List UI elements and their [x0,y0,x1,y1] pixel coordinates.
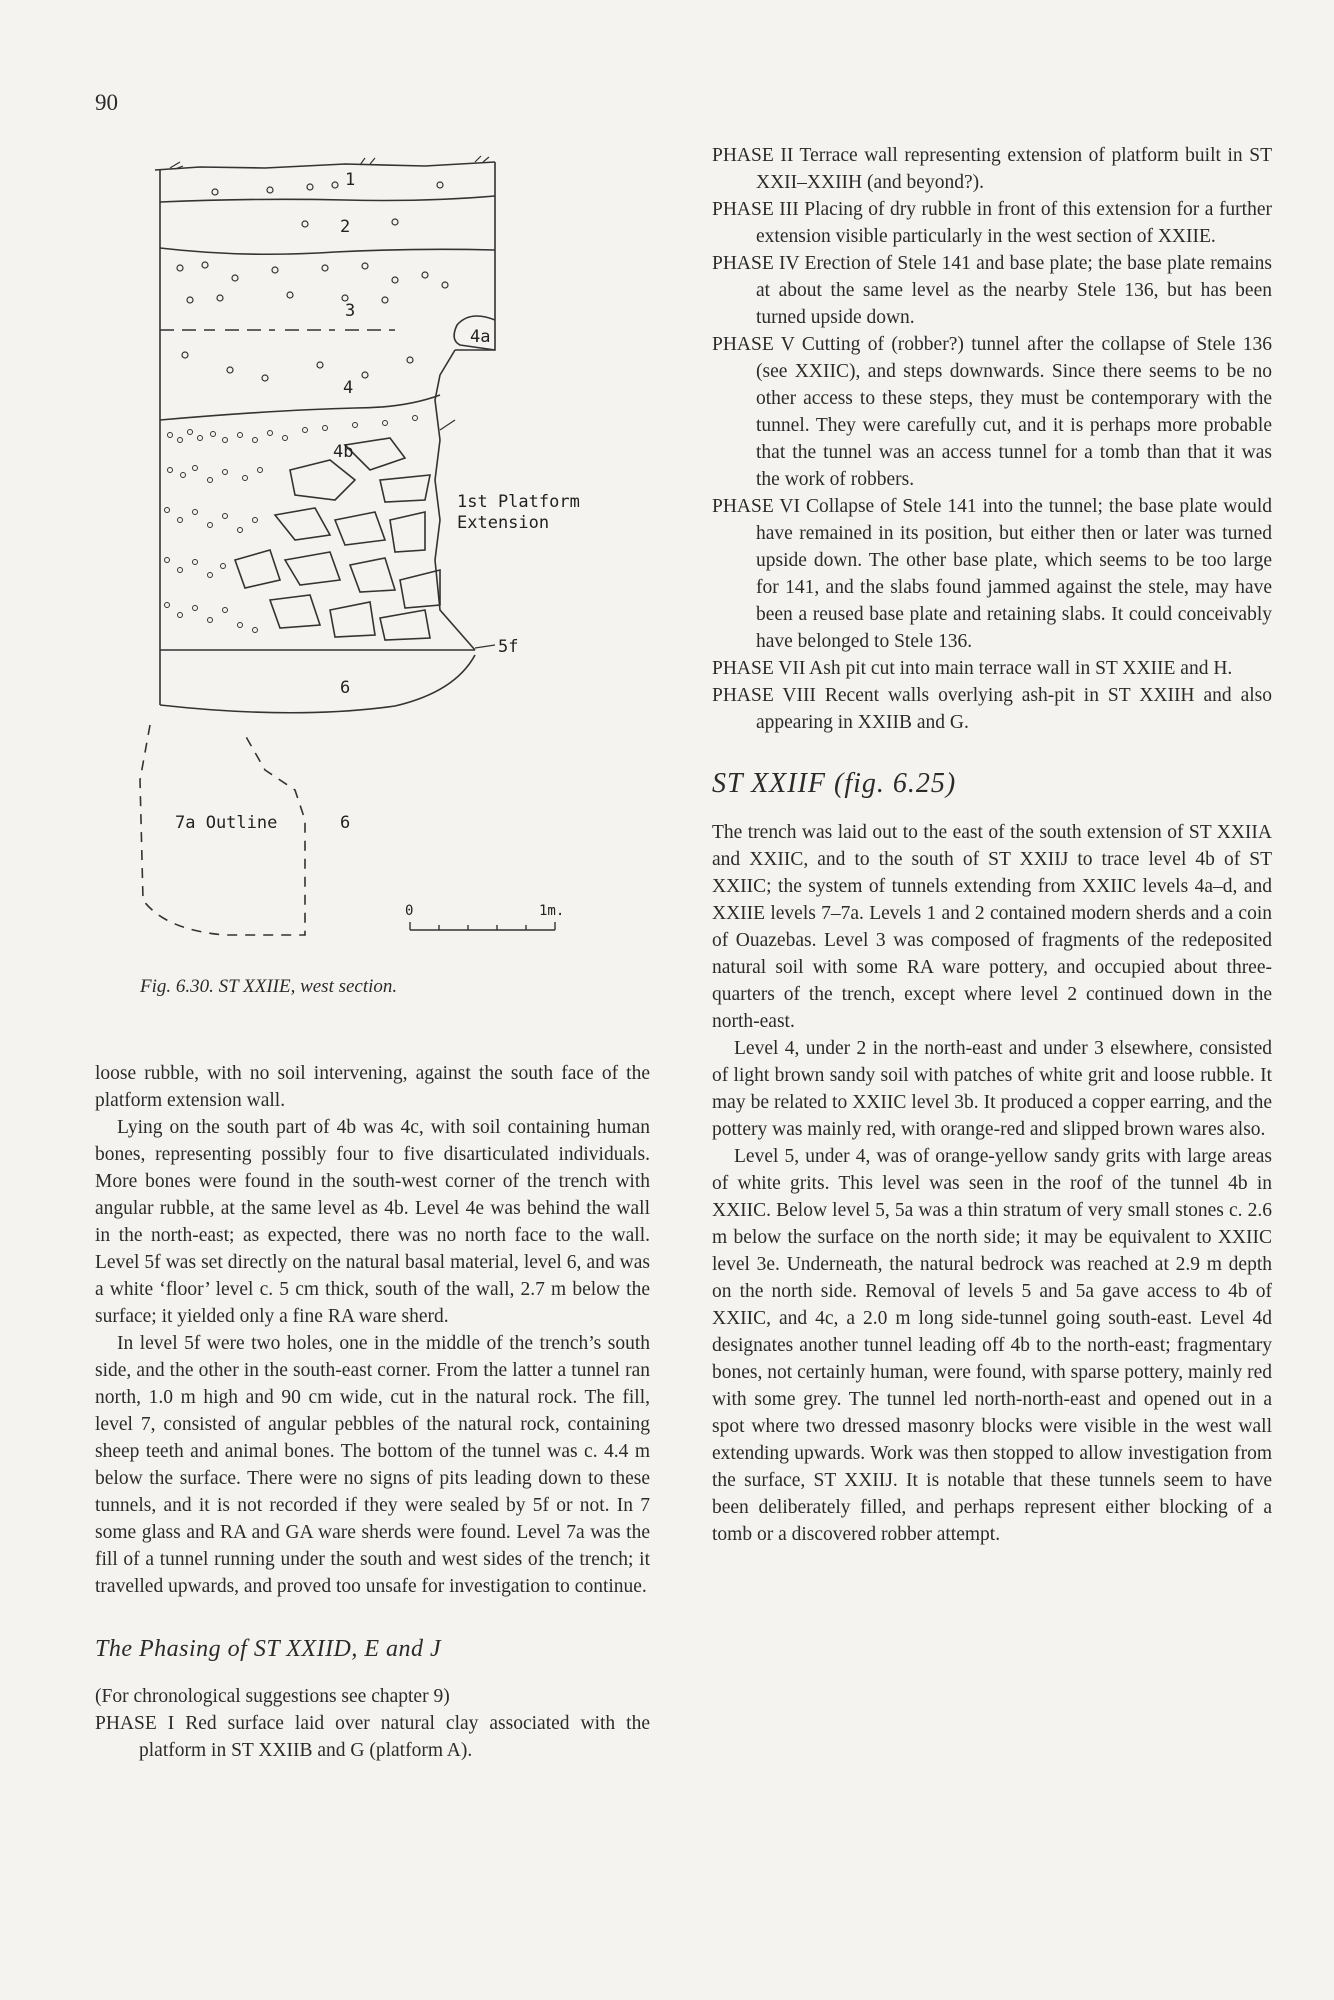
label-level-3: 3 [345,301,356,321]
phase-item: PHASE VII Ash pit cut into main terrace wall in ST XXIIE and H. [712,658,1233,679]
phase-item: PHASE II Terrace wall representing extension of platform built in ST XXII–XXIIH (and beyond?). [712,145,1272,193]
section-heading: ST XXIIF (fig. 6.25) [712,768,957,799]
label-level-4: 4 [343,378,354,398]
phase-item: PHASE VIII Recent walls overlying ash-pit in ST XXIIH and also appearing in XXIIB and G. [712,685,1272,733]
left-column [95,1060,650,1764]
paragraph: Level 5, under 4, was of orange-yellow sandy grits with large areas of white grits. This level was seen in the roof of the tunnel 4b in XXIIC. Below level 5, 5a was a thin stratum of very small stones c. 2.6 m below the surface on the north side; it may be equivalent to XXIIC level 3e. Underneath, the natural bedrock was reached at 2.9 m depth on the north side. Removal of levels 5 and 5a gave access to 4b of XXIIC, and 4c, a 2.0 m long side-tunnel going south-east. Level 4d designates another tunnel leading off 4b to the north-east; fragmentary bones, not certainly human, were found, with sparse pottery, mainly red with some grey. The tunnel led north-north-east and opened out in a spot where two dressed masonry blocks were visible in the west wall extending upwards. Work was then stopped to allow investigation from the surface, ST XXIIJ. It is notable that these tunnels seem to have been deliberately filled, and perhaps represent either blocking of a tomb or a discovered robber attempt. [712,1146,1272,1545]
phase-item: PHASE I Red surface laid over natural clay associated with the platform in ST XXIIB and G (platform A). [95,1713,650,1761]
section-drawing [95,140,655,960]
label-scale-0: 0 [405,903,414,919]
label-scale-1m: 1m. [539,903,565,919]
label-level-4a: 4a [470,327,491,347]
label-platform-1: 1st Platform [457,492,580,512]
page-number: 90 [95,90,118,115]
paragraph: In level 5f were two holes, one in the middle of the trench’s south side, and the other in the south-east corner. From the latter a tunnel ran north, 1.0 m high and 90 cm wide, cut in the natural rock. The fill, level 7, consisted of angular pebbles of the natural rock, containing sheep teeth and animal bones. The bottom of the tunnel was c. 4.4 m below the surface. There were no signs of pits leading down to these tunnels, and it is not recorded if they were sealed by 5f or not. In 7 some glass and RA and GA ware sherds were found. Level 7a was the fill of a tunnel running under the south and west sides of the trench; it travelled upwards, and proved too unsafe for investigation to continue. [95,1333,650,1597]
section-heading: The Phasing of ST XXIID, E and J [95,1636,442,1662]
label-platform-2: Extension [457,513,550,533]
phase-item: PHASE III Placing of dry rubble in front of this extension for a further extension visible particularly in the west section of XXIIE. [712,199,1272,247]
label-level-1: 1 [345,170,356,190]
label-level-6b: 6 [340,813,351,833]
paragraph: loose rubble, with no soil intervening, against the south face of the platform extension wall. [95,1063,650,1111]
paragraph: Level 4, under 2 in the north-east and under 3 elsewhere, consisted of light brown sandy soil with patches of white grit and loose rubble. It may be related to XXIIC level 3b. It produced a copper earring, and the pottery was mainly red, with orange-red and slipped brown wares also. [712,1038,1272,1140]
paragraph: Lying on the south part of 4b was 4c, with soil containing human bones, representing possibly four to five disarticulated individuals. More bones were found in the south-west corner of the trench with angular rubble, at the same level as 4b. Level 4e was behind the wall in the north-east; as expected, there was no north face to the wall. Level 5f was set directly on the natural basal material, level 6, and was a white ‘floor’ level c. 5 cm thick, south of the wall, 2.7 m below the surface; it yielded only a fine RA ware sherd. [95,1117,650,1327]
label-level-4b: 4b [333,442,354,462]
right-column [712,142,1272,1548]
label-level-7a: 7a Outline [175,813,278,833]
phase-item: PHASE V Cutting of (robber?) tunnel after the collapse of Stele 136 (see XXIIC), and steps downwards. Since there seems to be no other access to these steps, they must be contemporary with the tunnel. They were carefully cut, and it is perhaps more probable that the tunnel was an access tunnel for a tomb than that it was the work of robbers. [712,334,1272,490]
paragraph: The trench was laid out to the east of the south extension of ST XXIIA and XXIIC, and to the south of ST XXIIJ to trace level 4b of ST XXIIC; the system of tunnels extending from XXIIC levels 4a–d, and XXIIE levels 7–7a. Levels 1 and 2 contained modern sherds and a coin of Ouazebas. Level 3 was composed of fragments of the redeposited natural soil with some RA ware pottery, and occupied about three-quarters of the trench, except where level 2 continued down in the north-east. [712,822,1272,1032]
figure-caption: Fig. 6.30. ST XXIIE, west section. [140,976,398,997]
label-level-6a: 6 [340,678,351,698]
phase-item: PHASE IV Erection of Stele 141 and base plate; the base plate remains at about the same level as the nearby Stele 136, but has been turned upside down. [712,253,1272,328]
label-level-5f: 5f [498,637,519,657]
chrono-note: (For chronological suggestions see chapter 9) [95,1686,450,1707]
phase-item: PHASE VI Collapse of Stele 141 into the tunnel; the base plate would have remained in its position, but either then or later was turned upside down. The other base plate, which seems to be too large for 141, and the slabs found jammed against the stele, may have been a reused base plate and retaining slabs. It could conceivably have belonged to Stele 136. [712,496,1272,652]
label-level-2: 2 [340,217,351,237]
